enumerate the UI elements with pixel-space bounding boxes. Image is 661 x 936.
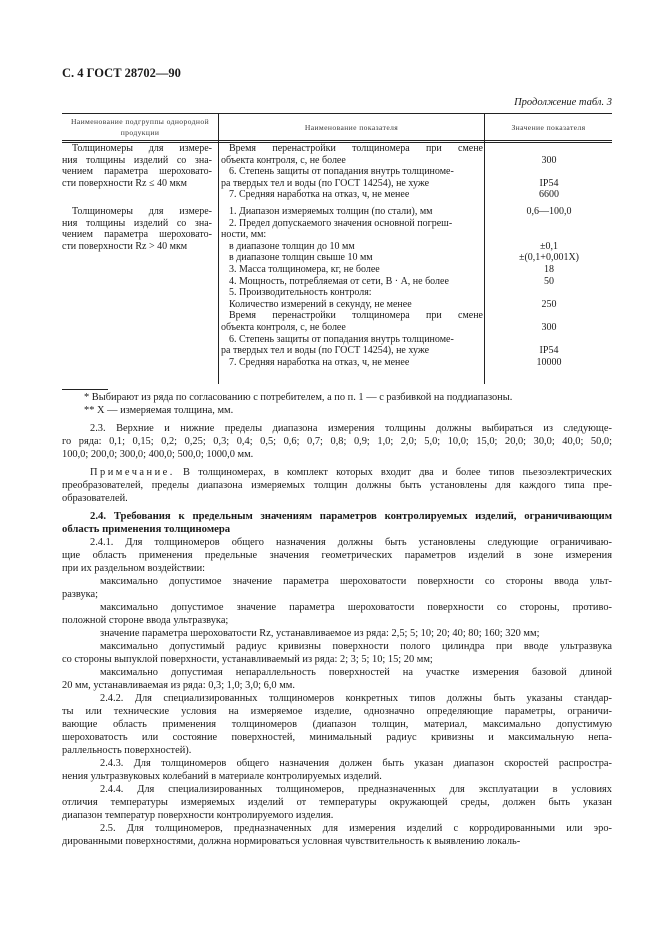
header-indicator: Наименование показателя: [304, 122, 399, 132]
header-subgroup: Наименование подгруппы однородной продукции: [70, 117, 210, 137]
text-line: преобразователей, пределы диапазона измеряемых толщин должны быть установлены для каждого типа пре-: [62, 480, 612, 491]
subgroup-line: ния толщины изделий со зна-: [62, 154, 212, 166]
text-line: 2.4.3. Для толщиномеров общего назначения должен быть указан диапазон скоростей распростра-: [100, 758, 612, 769]
page-header: С. 4 ГОСТ 28702—90: [62, 66, 181, 80]
text-line: нения ультразвуковых колебаний в материале контролируемых изделий.: [62, 771, 382, 782]
text-line: ** X — измеряемая толщина, мм.: [84, 405, 234, 416]
text-line: 2.4. Требования к предельным значениям параметров контролируемых изделий, ограничивающим: [90, 510, 612, 522]
indicator-line: объекта контроля, с, не более: [221, 321, 346, 333]
list-item: [62, 575, 612, 601]
text-line: при их раздельном воздействии:: [62, 563, 206, 574]
indicator-value: 50: [544, 275, 554, 287]
subgroup-line: чением параметра шероховато-: [62, 229, 212, 241]
column-divider: [484, 113, 485, 384]
text-line: щие область применения предельные значения геометрических параметров изделий в зоне измерения: [62, 550, 612, 561]
indicator-line: в диапазоне толщин свыше 10 мм: [229, 252, 373, 264]
list-item: [62, 627, 612, 640]
list-item: [62, 666, 612, 692]
note-label: Примечание.: [90, 467, 175, 478]
text-line: 100,0; 200,0; 300,0; 400,0; 500,0; 1000,0 мм.: [62, 449, 254, 460]
value-cell: [486, 143, 612, 201]
indicator-line: Количество измерений в секунду, не менее: [229, 298, 412, 310]
indicator-line: 1. Диапазон измеряемых толщин (по стали), мм: [229, 206, 433, 217]
text-line: максимально допустимый радиус кривизны поверхности полого цилиндра при вводе ультразвука: [100, 641, 612, 652]
text-line: область применения толщиномера: [62, 523, 231, 535]
text-line: отличия температуры измеряемых изделий от температуры окружающей среды, должен быть указан: [62, 797, 612, 808]
text-line: 2.3. Верхние и нижние пределы диапазона измерения толщины должны выбираться из следующе-: [90, 423, 612, 434]
table-top-rule: [62, 113, 612, 114]
text-line: максимально допустимая непараллельность поверхностей на участке измерения базовой длиной: [100, 667, 612, 678]
text-line: шероховатость или состояние поверхностей, минимальный радиус кривизны и максимальную непа-: [62, 732, 612, 743]
section-heading-2-4: [62, 510, 612, 536]
specs-table: [62, 113, 612, 384]
indicator-line: Время перенастройки толщиномера при смене: [229, 143, 483, 154]
indicator-line: 7. Средняя наработка на отказ, ч, не менее: [229, 189, 410, 201]
paragraph-2-4-1: [62, 536, 612, 575]
indicator-value: 300: [541, 154, 557, 166]
indicator-value: [486, 229, 612, 241]
paragraph-2-4-4: [62, 783, 612, 822]
footnote-rule: [62, 389, 108, 390]
indicator-value: IP54: [539, 345, 559, 357]
indicator-value: [486, 143, 612, 155]
text-line: * Выбирают из ряда по согласованию с потребителем, а по п. 1 — с разбивкой на поддиапазоны.: [84, 392, 513, 403]
indicator-line: 3. Масса толщиномера, кг, не более: [229, 263, 380, 275]
indicator-value: 10000: [536, 356, 562, 368]
text-line: 2.4.4. Для специализированных толщиномеров, предназначенных для эксплуатации в условиях: [100, 784, 612, 795]
text-line: [62, 466, 612, 479]
indicator-cell: [221, 206, 483, 368]
indicator-line: 5. Производительность контроля:: [229, 287, 372, 299]
indicator-cell: [221, 143, 483, 201]
text-line: развука;: [62, 589, 99, 600]
text-line: диапазон температур поверхности контролируемого изделия.: [62, 810, 334, 821]
note-text: В толщиномерах, в комплект которых входит два и более типов пьезоэлектрических: [174, 467, 612, 478]
value-cell: [486, 206, 612, 368]
indicator-value: ±0,1: [540, 240, 558, 252]
indicator-line: 2. Предел допускаемого значения основной погреш-: [229, 217, 453, 229]
subgroup-line: Толщиномеры для измере-: [72, 206, 212, 217]
text-line: го ряда: 0,1; 0,15; 0,2; 0,25; 0,3; 0,4; 0,5; 0,6; 0,7; 0,8; 0,9; 1,0; 2,0; 5,0; 10,0; 15,0; 20,0; 30,0; 40,0; 50,0;: [62, 436, 612, 447]
indicator-line: 7. Средняя наработка на отказ, ч, не менее: [229, 356, 410, 368]
footnote-2: [62, 404, 612, 417]
indicator-value: [486, 334, 612, 346]
indicator-value: 6600: [539, 189, 559, 201]
header-rule: [62, 140, 612, 141]
text-line: максимально допустимое значение параметра шероховатости поверхности со стороны, противо-: [100, 602, 612, 613]
indicator-line: Время перенастройки толщиномера при смене: [229, 310, 483, 322]
subgroup-line: чением параметра шероховато-: [62, 166, 212, 178]
subgroup-cell: [62, 143, 212, 189]
indicator-line: 6. Степень защиты от попадания внутрь толщиноме-: [229, 333, 454, 345]
indicator-value: [486, 310, 612, 322]
list-item: [62, 601, 612, 627]
text-line: раллельность поверхностей).: [62, 745, 192, 756]
indicator-line: 6. Степень защиты от попадания внутрь толщиноме-: [229, 166, 454, 178]
subgroup-line: Толщиномеры для измере-: [72, 143, 212, 154]
footnote-1: [62, 391, 612, 404]
indicator-value: 300: [541, 321, 557, 333]
indicator-value: ±(0,1+0,001X): [518, 252, 579, 264]
text-line: дированными поверхностями, должна нормироваться условная чувствительность к выявлению локаль-: [62, 836, 521, 847]
paragraph-2-4-2: [62, 692, 612, 757]
indicator-line: в диапазоне толщин до 10 мм: [229, 240, 355, 252]
indicator-value: [486, 166, 612, 178]
list-item: [62, 640, 612, 666]
paragraph-2-5: [62, 822, 612, 848]
indicator-value: 18: [544, 263, 554, 275]
subgroup-line: сти поверхности Rz > 40 мкм: [62, 240, 188, 252]
indicator-line: 4. Мощность, потребляемая от сети, В · А, не более: [229, 275, 449, 287]
text-line: ты или технические условия на измеряемое изделие, однозначно определяющие параметры, ограничи-: [62, 706, 612, 717]
indicator-value: IP54: [539, 177, 559, 189]
document-body: [62, 391, 612, 848]
table-continuation-label: Продолжение табл. 3: [514, 97, 612, 108]
indicator-line: объекта контроля, с, не более: [221, 154, 346, 166]
header-value: Значение показателя: [511, 122, 586, 132]
paragraph-2-3: [62, 422, 612, 461]
text-line: 2.5. Для толщиномеров, предназначенных для измерения изделий с корродированными или эро-: [100, 823, 612, 834]
text-line: со стороны выпуклой поверхности, устанавливаемый из ряда: 2; 3; 5; 10; 15; 20 мм;: [62, 654, 433, 665]
text-line: вающие область применения толщиномеров (диапазон толщин, материал, максимально допустимую: [62, 719, 612, 730]
indicator-value: [486, 218, 612, 230]
text-line: значение параметра шероховатости Rz, устанавливаемое из ряда: 2,5; 5; 10; 20; 40; 80; 160; 320 мм;: [100, 628, 540, 639]
subgroup-cell: [62, 206, 212, 252]
indicator-line: ра твердых тел и воды (по ГОСТ 14254), не хуже: [221, 177, 430, 189]
paragraph-2-4-3: [62, 757, 612, 783]
indicator-value: 0,6—100,0: [526, 206, 572, 217]
indicator-value: [486, 287, 612, 299]
text-line: максимально допустимое значение параметра шероховатости поверхности со стороны ввода ульт-: [100, 576, 612, 587]
indicator-line: ра твердых тел и воды (по ГОСТ 14254), не хуже: [221, 345, 430, 357]
text-line: положной стороне ввода ультразвука;: [62, 615, 229, 626]
text-line: 2.4.2. Для специализированных толщиномеров конкретных типов должны быть указаны стандар-: [100, 693, 612, 704]
indicator-line: ности, мм:: [221, 229, 267, 241]
note-paragraph: [62, 466, 612, 505]
column-divider: [218, 113, 219, 384]
text-line: 2.4.1. Для толщиномеров общего назначения должны быть установлены следующие ограничиваю-: [90, 537, 612, 548]
subgroup-line: сти поверхности Rz ≤ 40 мкм: [62, 177, 187, 189]
indicator-value: 250: [541, 298, 557, 310]
subgroup-line: ния толщины изделий со зна-: [62, 217, 212, 229]
text-line: 20 мм, устанавливаемая из ряда: 0,3; 1,0; 3,0; 6,0 мм.: [62, 680, 295, 691]
text-line: образователей.: [62, 493, 128, 504]
